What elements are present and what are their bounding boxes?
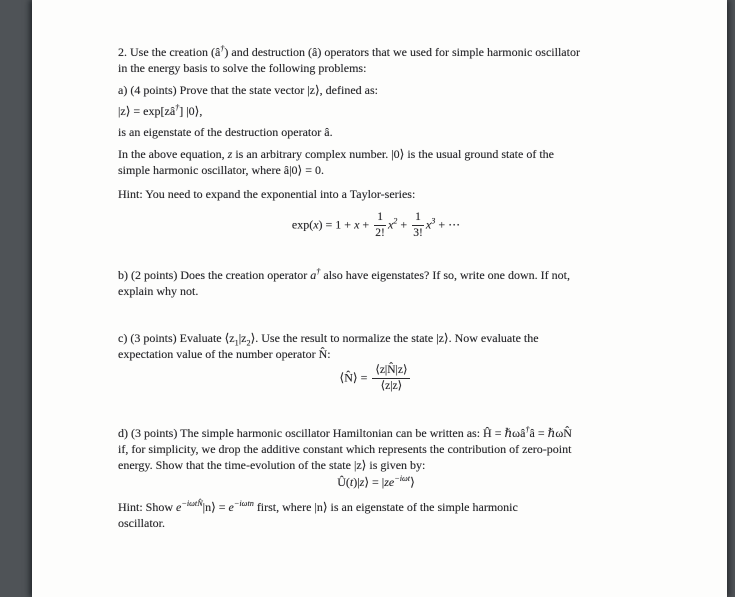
document-content xyxy=(118,44,634,531)
text-line: In the above equation, z is an arbitrary complex number. |0⟩ is the usual ground state of the xyxy=(118,147,554,161)
document-page xyxy=(32,0,727,597)
paragraph xyxy=(118,146,634,178)
text-line: Hint: Show $e^{-i\omega tN̂}|n⟩ = e^{-i\omega tn}$ first, where |n⟩ is an eigenstate of the simple harmonic xyxy=(118,499,518,514)
paragraph xyxy=(118,186,634,202)
text-line: b) (2 points) Does the creation operator a† also have eigenstates? If so, write one down. If not, xyxy=(118,267,570,282)
text-line: a) (4 points) Prove that the state vector |z⟩, defined as: xyxy=(118,83,378,97)
paragraph xyxy=(118,499,634,531)
paragraph xyxy=(118,44,634,76)
text-line: in the energy basis to solve the following problems: xyxy=(118,61,367,75)
paragraph xyxy=(118,330,634,362)
text-line: explain why not. xyxy=(118,284,199,298)
fraction: $\frac{1}{2!}$ xyxy=(375,211,385,239)
equation xyxy=(118,364,634,393)
text-line: expectation value of the number operator N̂: xyxy=(118,347,331,361)
text-line: |z⟩ = exp[zâ†] |0⟩, xyxy=(118,103,203,118)
text-line: energy. Show that the time-evolution of the state |z⟩ is given by: xyxy=(118,458,426,472)
text-line: is an eigenstate of the destruction operator â. xyxy=(118,125,333,139)
text-line: ⟨N̂⟩ = $\frac{⟨z|N̂|z⟩}{⟨z|z⟩}$ xyxy=(118,364,634,393)
text-line: Hint: You need to expand the exponential into a Taylor-series: xyxy=(118,187,416,201)
equation xyxy=(118,211,634,240)
text-line: Û(t)|z⟩ = $|ze^{-i\omega t}⟩$ xyxy=(337,474,415,489)
fraction: $\frac{1}{3!}$ xyxy=(413,211,423,239)
text-line: simple harmonic oscillator, where â|0⟩ = 0. xyxy=(118,163,324,177)
fraction: $\frac{⟨z|N̂|z⟩}{⟨z|z⟩}$ xyxy=(372,364,410,393)
paragraph xyxy=(118,124,634,140)
text-line: 2. Use the creation (â†) and destruction (â) operators that we used for simple harmonic oscillator xyxy=(118,44,580,59)
text-line: oscillator. xyxy=(118,516,165,530)
equation xyxy=(118,474,634,490)
text-line: if, for simplicity, we drop the additive constant which represents the contribution of zero-point xyxy=(118,442,572,456)
text-line: exp(x) = 1 + x + $\frac{1}{2!}$ $x^2$ + $\frac{1}{3!}$ $x^3$ + ⋯ xyxy=(291,211,461,239)
paragraph xyxy=(118,103,634,119)
text-line: c) (3 points) Evaluate $⟨z_1|z_2⟩$. Use the result to normalize the state |z⟩. Now evaluate the xyxy=(118,331,539,348)
text-line: d) (3 points) The simple harmonic oscillator Hamiltonian can be written as: Ĥ = ℏωâ†â = ℏωN̂ xyxy=(118,425,572,440)
paragraph xyxy=(118,82,634,98)
paragraph xyxy=(118,425,634,473)
paragraph xyxy=(118,267,634,299)
